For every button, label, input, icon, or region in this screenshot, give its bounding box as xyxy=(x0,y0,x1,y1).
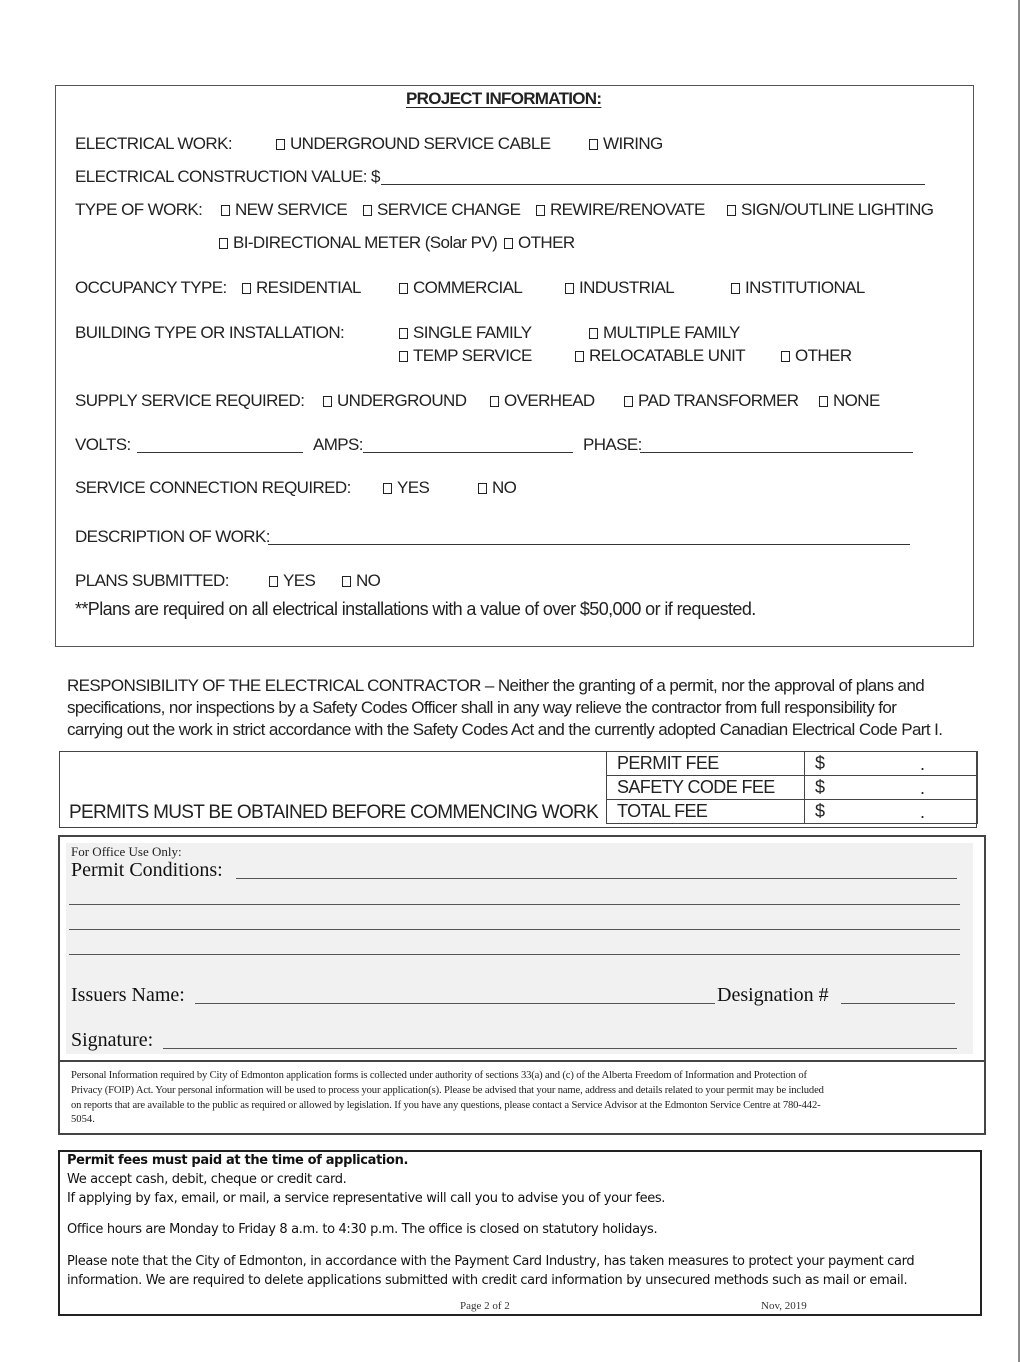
checkbox-plans-no[interactable]: NO xyxy=(342,571,380,591)
checkbox-icon[interactable] xyxy=(219,238,228,249)
checkbox-icon[interactable] xyxy=(342,576,351,587)
type-of-work-label: TYPE OF WORK: xyxy=(75,200,203,219)
checkbox-icon[interactable] xyxy=(565,283,574,294)
checkbox-icon[interactable] xyxy=(399,283,408,294)
checkbox-underground[interactable]: UNDERGROUND xyxy=(323,391,466,411)
checkbox-icon[interactable] xyxy=(269,576,278,587)
permit-conditions-line-2[interactable] xyxy=(69,891,960,905)
checkbox-icon[interactable] xyxy=(819,396,828,407)
fee-amount-input[interactable] xyxy=(805,776,978,800)
privacy-line-4: 5054. xyxy=(71,1114,95,1125)
plans-submitted-label: PLANS SUBMITTED: xyxy=(75,571,229,590)
checkbox-icon[interactable] xyxy=(589,139,598,150)
checkbox-underground-service-cable[interactable]: UNDERGROUND SERVICE CABLE xyxy=(276,134,551,154)
project-information-title: PROJECT INFORMATION: xyxy=(406,89,602,108)
checkbox-icon[interactable] xyxy=(781,351,790,362)
construction-value-input[interactable] xyxy=(381,170,925,185)
checkbox-overhead[interactable]: OVERHEAD xyxy=(490,391,595,411)
phase-input[interactable] xyxy=(640,438,913,453)
checkbox-wiring[interactable]: WIRING xyxy=(589,134,663,154)
form-date: Nov, 2019 xyxy=(761,1300,807,1312)
checkbox-commercial[interactable]: COMMERCIAL xyxy=(399,278,522,298)
pci-line-2: information. We are required to delete applications submitted with credit card information by unsecured methods such as mail or email. xyxy=(67,1273,908,1288)
issuers-name-input[interactable] xyxy=(195,990,715,1004)
checkbox-icon[interactable] xyxy=(589,328,598,339)
construction-value-label: ELECTRICAL CONSTRUCTION VALUE: $ xyxy=(75,167,380,186)
plans-note: **Plans are required on all electrical installations with a value of over $50,000 or if requested. xyxy=(75,599,756,619)
checkbox-icon[interactable] xyxy=(242,283,251,294)
checkbox-icon[interactable] xyxy=(276,139,285,150)
fee-row-permit xyxy=(607,752,978,776)
signature-input[interactable] xyxy=(163,1035,957,1049)
currency-symbol: $ xyxy=(815,753,825,773)
pci-line-1: Please note that the City of Edmonton, in accordance with the Payment Card Industry, has taken measures to protect your payment card xyxy=(67,1254,915,1269)
checkbox-icon[interactable] xyxy=(363,205,372,216)
permit-conditions-line-4[interactable] xyxy=(69,941,960,955)
service-connection-label: SERVICE CONNECTION REQUIRED: xyxy=(75,478,351,497)
designation-label: Designation # xyxy=(717,984,829,1006)
checkbox-sign-outline-lighting[interactable]: SIGN/OUTLINE LIGHTING xyxy=(727,200,933,220)
checkbox-institutional[interactable]: INSTITUTIONAL xyxy=(731,278,865,298)
checkbox-single-family[interactable]: SINGLE FAMILY xyxy=(399,323,531,343)
checkbox-relocatable-unit[interactable]: RELOCATABLE UNIT xyxy=(575,346,745,366)
privacy-line-3: on reports that are available to the public as required or allowed by legislation. If you have any questions, please contact a Service Advisor at the Edmonton Service Centre at 780-442- xyxy=(71,1100,821,1111)
checkbox-pad-transformer[interactable]: PAD TRANSFORMER xyxy=(624,391,798,411)
phase-label: PHASE: xyxy=(583,435,642,454)
signature-label: Signature: xyxy=(71,1029,154,1051)
checkbox-icon[interactable] xyxy=(575,351,584,362)
checkbox-icon[interactable] xyxy=(478,483,487,494)
checkbox-type-other[interactable]: OTHER xyxy=(504,233,575,253)
checkbox-industrial[interactable]: INDUSTRIAL xyxy=(565,278,674,298)
responsibility-line-3: carrying out the work in strict accordance with the Safety Codes Act and the currently adopted Canadian Electrical Code Part I. xyxy=(67,720,943,739)
checkbox-icon[interactable] xyxy=(504,238,513,249)
permit-conditions-input[interactable] xyxy=(236,865,957,879)
responsibility-line-2: specifications, nor inspections by a Safety Codes Officer shall in any way relieve the contractor from full responsibility for xyxy=(67,698,897,717)
checkbox-none[interactable]: NONE xyxy=(819,391,880,411)
checkbox-icon[interactable] xyxy=(399,351,408,362)
electrical-work-label: ELECTRICAL WORK: xyxy=(75,134,232,153)
currency-symbol: $ xyxy=(815,801,825,821)
privacy-line-2: Privacy (FOIP) Act. Your personal information will be used to process your application(s). Please be advised that your name, address and details related to your permit may be included xyxy=(71,1085,824,1096)
fee-amount-input[interactable] xyxy=(805,800,978,824)
page-edge-line xyxy=(1018,0,1020,1362)
checkbox-building-other[interactable]: OTHER xyxy=(781,346,852,366)
currency-symbol: $ xyxy=(815,777,825,797)
fee-row-safety-code xyxy=(607,776,978,800)
checkbox-plans-yes[interactable]: YES xyxy=(269,571,315,591)
fee-table xyxy=(606,751,978,824)
checkbox-residential[interactable]: RESIDENTIAL xyxy=(242,278,361,298)
description-of-work-input[interactable] xyxy=(268,530,910,545)
privacy-line-1: Personal Information required by City of Edmonton application forms is collected under authority of sections 33(a) and (c) of the Alberta Freedom of Information and Protection of xyxy=(71,1070,807,1081)
occupancy-type-label: OCCUPANCY TYPE: xyxy=(75,278,227,297)
checkbox-icon[interactable] xyxy=(731,283,740,294)
fee-label: SAFETY CODE FEE xyxy=(607,776,805,800)
payment-accept-line: We accept cash, debit, cheque or credit card. xyxy=(67,1172,347,1187)
fee-amount-input[interactable] xyxy=(805,752,978,776)
checkbox-icon[interactable] xyxy=(727,205,736,216)
decimal-point: . xyxy=(920,754,925,774)
checkbox-icon[interactable] xyxy=(221,205,230,216)
office-use-divider xyxy=(58,1060,986,1062)
payment-bold-line: Permit fees must paid at the time of application. xyxy=(67,1153,409,1168)
decimal-point: . xyxy=(920,778,925,798)
permits-notice: PERMITS MUST BE OBTAINED BEFORE COMMENCING WORK xyxy=(69,802,599,823)
checkbox-icon[interactable] xyxy=(399,328,408,339)
checkbox-bi-directional-meter[interactable]: BI-DIRECTIONAL METER (Solar PV) xyxy=(219,233,497,253)
issuers-name-label: Issuers Name: xyxy=(71,984,185,1006)
office-hours-line: Office hours are Monday to Friday 8 a.m. to 4:30 p.m. The office is closed on statutory holidays. xyxy=(67,1222,658,1237)
supply-service-label: SUPPLY SERVICE REQUIRED: xyxy=(75,391,305,410)
fee-label: PERMIT FEE xyxy=(607,752,805,776)
checkbox-icon[interactable] xyxy=(536,205,545,216)
checkbox-service-connection-no[interactable]: NO xyxy=(478,478,516,498)
decimal-point: . xyxy=(920,802,925,822)
checkbox-temp-service[interactable]: TEMP SERVICE xyxy=(399,346,532,366)
permit-conditions-label: Permit Conditions: xyxy=(71,859,223,881)
checkbox-service-change[interactable]: SERVICE CHANGE xyxy=(363,200,520,220)
volts-label: VOLTS: xyxy=(75,435,131,454)
checkbox-multiple-family[interactable]: MULTIPLE FAMILY xyxy=(589,323,740,343)
checkbox-icon[interactable] xyxy=(624,396,633,407)
fee-label: TOTAL FEE xyxy=(607,800,805,824)
designation-input[interactable] xyxy=(841,990,955,1004)
fee-row-total xyxy=(607,800,978,824)
amps-input[interactable] xyxy=(363,438,573,453)
responsibility-line-1: RESPONSIBILITY OF THE ELECTRICAL CONTRACTOR – Neither the granting of a permit, nor the approval of plans and xyxy=(67,676,925,695)
checkbox-icon[interactable] xyxy=(383,483,392,494)
description-of-work-label: DESCRIPTION OF WORK: xyxy=(75,527,270,546)
checkbox-icon[interactable] xyxy=(323,396,332,407)
checkbox-service-connection-yes[interactable]: YES xyxy=(383,478,429,498)
checkbox-rewire-renovate[interactable]: REWIRE/RENOVATE xyxy=(536,200,705,220)
volts-input[interactable] xyxy=(137,438,303,453)
permit-conditions-line-3[interactable] xyxy=(69,916,960,930)
office-use-heading: For Office Use Only: xyxy=(71,844,182,859)
checkbox-icon[interactable] xyxy=(490,396,499,407)
page-number: Page 2 of 2 xyxy=(460,1300,510,1312)
payment-fax-line: If applying by fax, email, or mail, a service representative will call you to advise you of your fees. xyxy=(67,1191,666,1206)
amps-label: AMPS: xyxy=(313,435,363,454)
checkbox-new-service[interactable]: NEW SERVICE xyxy=(221,200,347,220)
building-type-label: BUILDING TYPE OR INSTALLATION: xyxy=(75,323,345,342)
